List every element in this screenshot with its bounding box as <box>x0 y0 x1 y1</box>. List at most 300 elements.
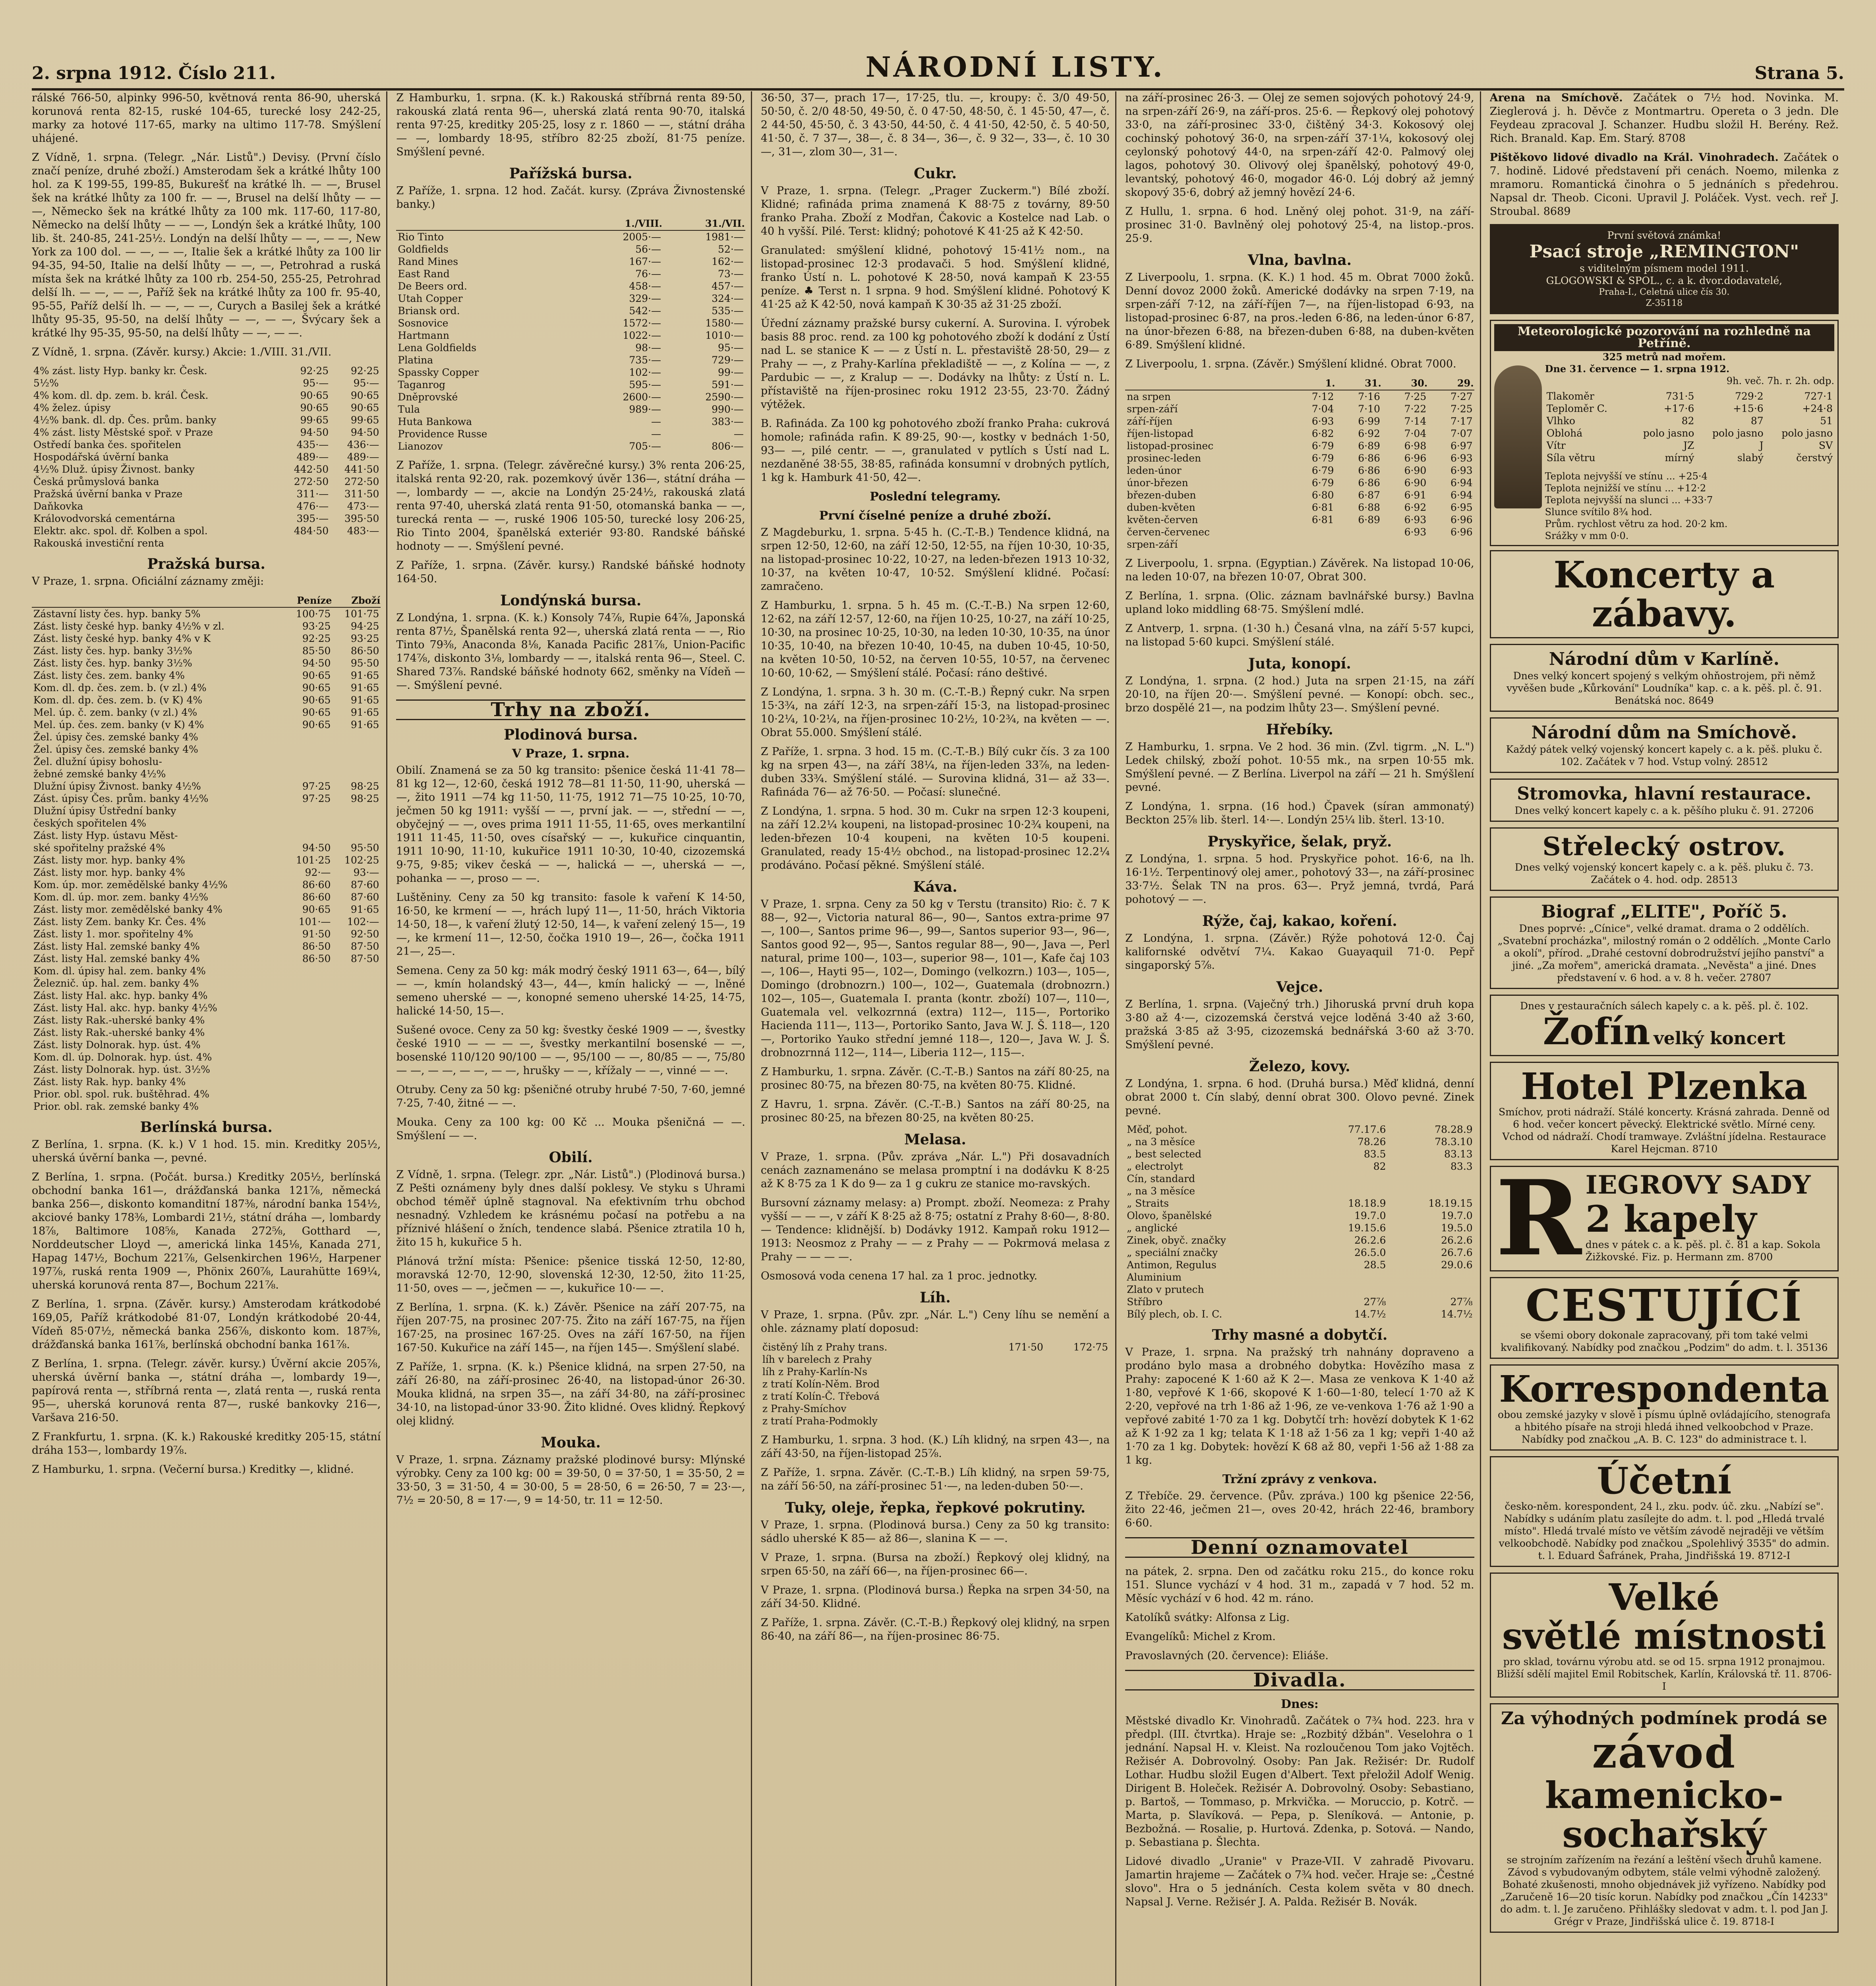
table-cell: Rio Tinto <box>398 231 444 243</box>
table-cell: mírný <box>1665 452 1694 464</box>
table-cell: 95·— <box>303 377 329 389</box>
table-row <box>1125 464 1474 477</box>
weather-note: Prům. rychlost větru za hod. 20·2 km. <box>1545 518 1728 529</box>
table-row <box>32 1088 381 1100</box>
section-title: Trhy na zboží. <box>396 699 745 720</box>
paragraph: V Praze, 1. srpna. (Bursa na zboží.) Řepkový olej klidný, na srpen 65·50, na září 66—, na říjen-prosinec 66—. <box>760 1551 1110 1577</box>
page-number: Strana 5. <box>1754 63 1844 83</box>
table-cell: 2590·— <box>705 391 744 403</box>
table-cell: 7·17 <box>1450 415 1473 427</box>
table-cell: Zást. listy Hal. zemské banky 4% <box>33 941 200 952</box>
table-row <box>1125 1234 1474 1246</box>
table-cell: 171·50 <box>1008 1341 1043 1353</box>
table-cell: 6·96 <box>1450 514 1473 525</box>
table-cell <box>284 829 332 842</box>
table-header-cell: 1./VIII. <box>580 217 663 230</box>
table-cell: 6·97 <box>1450 440 1473 452</box>
table-cell: 101·75 <box>344 608 379 620</box>
table-row <box>32 694 381 706</box>
table-cell <box>284 743 332 755</box>
table-cell <box>1388 1173 1474 1185</box>
table-cell: — <box>733 428 744 440</box>
table-cell: Bílý plech, ob. I. C. <box>1127 1308 1222 1320</box>
table-row <box>32 1014 381 1026</box>
table-header-cell: 30. <box>1382 377 1428 390</box>
paragraph: Z Liverpoolu, 1. srpna. (Závěr.) Smýšlení klidné. Obrat 7000. <box>1125 358 1456 370</box>
table-cell: 90·65 <box>302 904 331 915</box>
table-cell: J <box>1759 440 1764 451</box>
table-cell: Kom. dl. úp. Dolnorak. hyp. úst. 4% <box>33 1051 212 1063</box>
section-title: Divadla. <box>1125 1670 1474 1690</box>
table-cell: líh v barelech z Prahy <box>762 1354 872 1365</box>
table-cell <box>332 755 381 768</box>
paragraph: Z Hamburku, 1. srpna. 5 h. 45 m. (C.-T.-B.) Na srpen 12·60, 12·62, na září 12·57, 12·60, na říjen 10·25, 10·27, na září 10·25, 10·30, na prosinec 10·25, 10·30, na leden 10·30, 10·35, na únor 10·35, 10·40, na březen 10·40, 10·45, na duben 10·45, 10·50, na květen 10·50, 10·52, na červen 10·55, 10·57, na červenec 10·60, 10·62, — Smýšlení stálé. Počasí: ráno deštivé. <box>760 599 1110 679</box>
table-row <box>32 377 381 389</box>
section-heading: Melasa. <box>904 1131 966 1148</box>
ad-top: První světová známka! <box>1607 230 1721 241</box>
table-cell: — <box>651 416 661 427</box>
column-3 <box>761 91 1116 1986</box>
table-row <box>1545 390 1834 402</box>
table-cell: čistěný líh z Prahy trans. <box>762 1341 888 1353</box>
table-cell: 4½% Dluž. úpisy Živnost. banky <box>33 464 195 475</box>
subheading: První číselné peníze a druhé zboží. <box>819 509 1052 523</box>
table-cell <box>284 1002 332 1014</box>
table-cell <box>284 1100 332 1113</box>
table-cell: 489·— <box>296 451 329 463</box>
subheading: Dnes: <box>1280 1697 1319 1711</box>
table-cell: 14.7½ <box>1441 1308 1473 1320</box>
table-cell: Kom. dl. dp. čes. zem. b. (v K) 4% <box>33 694 203 706</box>
section-heading: Železo, kovy. <box>1249 1058 1350 1075</box>
table-row <box>32 537 381 549</box>
paragraph: Sušené ovoce. Ceny za 50 kg: švestky české 1909 — —, švestky české 1910 — — — —, švestky merkantilní bosenské — —, bosenské 110/120 90/100 — —, 95/100 — —, 80/85 — —, 75/80 — —, — —, — —, — —, hrušky — —, křížaly — —, vinné — —. <box>396 1024 745 1077</box>
table-cell: 311·— <box>296 488 329 500</box>
weather-date: Dne 31. července — 1. srpna 1912. <box>1545 363 1730 375</box>
paragraph: Z Hamburku, 1. srpna. (Večerní bursa.) Kreditky —, klidné. <box>32 1463 354 1476</box>
table-cell <box>332 1014 381 1026</box>
table-row <box>761 1390 1110 1403</box>
table-row <box>761 1366 1110 1378</box>
table-cell <box>1045 1353 1110 1366</box>
ad-text: Začátek o 7. hodině. Lidové představení při cenách. Noemo, milenka z mramoru. Romantická činohra o 5 jednáních s předehrou. Napsal dr. Theob. Ciconi. Upravil J. Poláček. Vyst. vech. reř J. Stroubal. 8689 <box>1489 151 1839 218</box>
observatory-tower-image <box>1494 365 1542 508</box>
table-cell: 101·— <box>298 916 331 927</box>
table-row <box>32 829 381 842</box>
table-cell: Tlakoměr <box>1546 390 1594 402</box>
table-cell: líh z Prahy-Karlín-Ns <box>762 1366 868 1377</box>
table-cell <box>980 1353 1045 1366</box>
section-heading: Mouka. <box>541 1434 601 1451</box>
table-cell: 90·65 <box>300 402 329 413</box>
table-cell: „ best selected <box>1127 1148 1201 1160</box>
table-cell <box>284 768 332 780</box>
paragraph: Z Paříže, 1. srpna. 12 hod. Začát. kursy. (Zpráva Živnostenské banky.) <box>396 185 745 211</box>
paragraph: Otruby. Ceny za 50 kg: pšeničné otruby hrubé 7·50, 7·60, jemné 7·25, 7·40, žitné — —. <box>396 1084 745 1109</box>
table-cell: Hartmann <box>398 330 449 341</box>
table-cell: 94·50 <box>300 427 329 438</box>
table-row <box>32 755 381 768</box>
table-row <box>32 879 381 891</box>
table-header-row <box>32 594 381 607</box>
table-cell: 93·25 <box>350 633 379 644</box>
table-cell <box>332 817 381 829</box>
table-cell: 92·— <box>305 867 331 878</box>
table-row <box>396 403 745 415</box>
table-row <box>32 632 381 645</box>
table-cell <box>284 755 332 768</box>
subheading: Tržní zprávy z venkova. <box>1222 1472 1377 1486</box>
table-cell <box>980 1378 1045 1390</box>
ad-title: CESTUJÍCÍ <box>1525 1280 1803 1331</box>
subheading: V Praze, 1. srpna. <box>512 747 630 761</box>
ad-title: Psací stroje „REMINGTON" <box>1529 241 1799 262</box>
table-cell: 28.5 <box>1363 1259 1386 1271</box>
table-cell: Ostředí banka čes. spořitelen <box>33 439 182 450</box>
table-cell: 5½% <box>33 377 59 389</box>
table-row <box>761 1353 1110 1366</box>
table-cell: 457·— <box>712 280 744 292</box>
table-row <box>32 1026 381 1039</box>
weather-box <box>1490 320 1839 546</box>
table-cell: Zást. listy mor. hyp. banky 4% <box>33 867 185 878</box>
table-cell: 99·65 <box>350 414 379 426</box>
table-row <box>1125 440 1474 452</box>
table-cell: 272·50 <box>294 476 329 487</box>
table-row <box>32 866 381 879</box>
table-cell: 78.26 <box>1357 1136 1386 1148</box>
paragraph: Z Frankfurtu, 1. srpna. (K. k.) Rakouské kreditky 205·15, státní dráha 153—, lombardy 19⅞. <box>32 1431 381 1457</box>
ad-text: Dnes velký koncert spojený s velkým ohňostrojem, při němž vyvěšen bude „Kůrkování" Loudníka" kap. c. a k. pěš. pl. č. 91. Benátská noc. 8649 <box>1506 670 1822 706</box>
table-cell: 90·65 <box>302 719 331 730</box>
table-cell: Zást. listy české hyp. banky 4½% v zl. <box>33 620 224 632</box>
table-cell: 6·92 <box>1358 428 1380 439</box>
paragraph: Mouka. Ceny za 100 kg: 00 Kč ... Mouka pšeničná — —. Smýšlení — —. <box>396 1116 745 1142</box>
table-cell <box>332 743 381 755</box>
table-cell: 6·81 <box>1311 502 1334 513</box>
table-row <box>32 743 381 755</box>
table-cell <box>980 1366 1045 1378</box>
paragraph: B. Rafináda. Za 100 kg pohotového zboží franko Praha: cukrová homole; rafináda rafin. K 89·25, 90·—, kostky v bednách 1·50, 93— —, pilé centr. — —, granulated v pytlích s Ústí nad L. nezdaněné 38·55, 38·85, rafináda konsumní v drobných pytlích, 1 kg k. Hamburk 41·50, 42—. <box>760 417 1110 484</box>
column-4 <box>1125 91 1481 1986</box>
table-cell: 6·81 <box>1311 514 1334 525</box>
table-cell: žebné zemské banky 4½% <box>33 768 166 780</box>
table-header-cell: 29. <box>1428 377 1474 390</box>
table-cell: 92·25 <box>350 365 379 377</box>
table-cell: Žel. dlužní úpisy bohoslu- <box>33 756 162 767</box>
table-cell: Kom. dl. úp. mor. zem. banky 4½% <box>33 891 209 903</box>
table-cell <box>1388 1185 1474 1197</box>
table-cell: 82 <box>1373 1161 1386 1172</box>
table-cell: 6·94 <box>1450 489 1473 501</box>
table-row <box>32 620 381 632</box>
table-cell <box>980 1403 1045 1415</box>
section-heading: Vejce. <box>1276 979 1323 995</box>
table-cell: 6·99 <box>1358 415 1380 427</box>
table-cell: 93·25 <box>302 620 331 632</box>
table-cell: listopad-prosinec <box>1127 440 1214 452</box>
table-cell: českých spořitelen 4% <box>33 817 147 829</box>
paragraph: Plánová tržní místa: Pšenice: pšenice tisská 12·50, 12·80, moravská 12·70, 12·90, slovenská 12·30, 12·50, žito 11·25, 11·50, oves — —, ječmen — —, kukuřice 10·— —. <box>396 1255 745 1294</box>
paragraph: na pátek, 2. srpna. Den od začátku roku 215., do konce roku 151. Slunce vychází v 4 hod. 31 m., zapadá v 7 hod. 52 m. Měsíc vychází v 6 hod. 42 m. ráno. <box>1125 1565 1474 1605</box>
table-cell: 729·2 <box>1735 390 1764 402</box>
table-cell: — <box>651 428 661 440</box>
section-title: Denní oznamovatel <box>1125 1537 1474 1558</box>
table-cell: čerstvý <box>1796 452 1833 464</box>
table-cell: Sosnovice <box>398 317 449 329</box>
paragraph: Z Hullu, 1. srpna. 6 hod. Lněný olej pohot. 31·9, na září-prosinec 31·0. Bavlněný olej pohotový 25·4, na listop.-pros. 25·9. <box>1125 205 1474 245</box>
paragraph: Z Berlína, 1. srpna. (Vaječný trh.) Jihoruská první druh kopa 3·80 až 4·—, cizozemská čerstvá vejce loděná 3·40 až 3·60, pražská 3·85 až 3·95, cizozemská bednářská 3·60 až 3·70. Smýšlení pevné. <box>1125 998 1474 1051</box>
table-cell: Aluminium <box>1127 1271 1182 1283</box>
paragraph: Z Londýna, 1. srpna. (2 hod.) Juta na srpen 21·15, na září 20·10, na říjen 20·—. Smýšlení pevné. — Konopí: obch. sec., brzo dospělé 21—, na podzim lhůty 23—. Smýšlení pevné. <box>1125 675 1474 714</box>
table-row <box>1545 415 1834 427</box>
ad-riegrovy-sady <box>1490 1166 1839 1271</box>
table-cell: 6·91 <box>1404 489 1427 501</box>
paragraph: V Praze, 1. srpna. (Pův. zpr. „Nár. L.") Ceny líhu se nemění a ohle. záznamy platí doposud: <box>760 1309 1110 1335</box>
table-cell <box>332 989 381 1002</box>
table-cell: Rand Mines <box>398 256 458 267</box>
ad-title: IEGROVY SADY <box>1585 1170 1811 1200</box>
table-row <box>396 428 745 440</box>
section-heading: Pařížská bursa. <box>509 165 632 182</box>
table-cell: 94·25 <box>350 620 379 632</box>
table-cell: duben-květen <box>1127 502 1195 513</box>
ad-title: Žofín <box>1543 1010 1650 1053</box>
table-cell: Zást. listy Rak.-uherské banky 4% <box>33 1014 205 1026</box>
table-cell: 90·65 <box>300 390 329 401</box>
paragraph: Z Hamburku, 1. srpna. 3 hod. (K.) Líh klidný, na srpen 43—, na září 43·50, na říjen-listopad 25⅞. <box>760 1434 1110 1460</box>
table-cell: Žel. úpisy čes. zemské banky 4% <box>33 731 198 743</box>
paragraph: Z Berlína, 1. srpna. (Telegr. závěr. kursy.) Úvěrní akcie 205⅞, uherská úvěrní banka —, státní dráha —, lombardy 19—, papírová renta —, stříbrná renta —, zlatá renta —, ruská renta 95—, uherská korunová renta 87—, ruské bankovky 216—, Varšava 216·50. <box>32 1358 381 1424</box>
table-cell: 4% kom. dl. dp. zem. b. král. Česk. <box>33 390 209 401</box>
table-cell: 6·94 <box>1450 477 1473 489</box>
table-cell: Zást. listy české hyp. banky 4% v K <box>33 633 211 644</box>
ad-korespondenta <box>1490 1364 1839 1451</box>
paragraph: 36·50, 37—, prach 17—, 17·25, tlu. —, kroupy: č. 3/0 49·50, 50·50, č. 2/0 48·50, 49·50, č. 0 47·50, 48·50, č. 1 45·50, 47—, č. 2 44·50, 45·50, č. 3 43·50, 44·50, č. 4 41·50, 42·50, č. 5 40·50, 41·50, č. 7 37—, 38—, č. 8 34—, 36—, č. 9 32—, 33—, č. 10 30—, 31—, zlom 30—, 31—. <box>760 92 1110 158</box>
paragraph: Z Liverpoolu, 1. srpna. (Egyptian.) Závěrek. Na listopad 10·06, na leden 10·07, na březen 10·07, Obrat 300. <box>1125 557 1474 583</box>
table-cell: 7·16 <box>1358 391 1380 402</box>
table-cell: 7·04 <box>1311 403 1334 415</box>
table-cell: 86·60 <box>302 891 331 903</box>
table-cell: Huta Bankowa <box>398 416 472 427</box>
table-cell: Kom. dl. dp. čes. zem. b. (v zl.) 4% <box>33 682 207 694</box>
table-cell <box>280 537 330 549</box>
table-cell: 311·50 <box>344 488 379 500</box>
table-cell: Kom. úp. mor. zemědělské banky 4½% <box>33 879 228 891</box>
table-cell: 102·25 <box>344 854 379 866</box>
table-cell: Měď, pohot. <box>1127 1124 1187 1135</box>
table-cell: 91·65 <box>350 719 379 730</box>
table-row <box>396 268 745 280</box>
table-row <box>1545 439 1834 452</box>
table-cell <box>1382 538 1428 551</box>
paragraph: Z Londýna, 1. srpna. (Závěr.) Rýže pohotová 12·0. Čaj kalifornské odvětví 7¼. Kakao Guayaquil 71·0. Pepř singaporský 5⅞. <box>1125 932 1474 972</box>
table-cell: 91·65 <box>350 904 379 915</box>
table-header-cell <box>396 217 580 230</box>
table-cell: 14.7½ <box>1354 1308 1386 1320</box>
table-cell: 26.7.6 <box>1441 1247 1473 1258</box>
table-cell: 56·— <box>635 243 661 255</box>
table-cell: Lianozov <box>398 440 443 452</box>
ad-zavod <box>1490 1703 1839 1933</box>
ad-pistekovo <box>1490 151 1839 218</box>
table-cell: 595·— <box>629 379 661 390</box>
table-cell: 51 <box>1820 415 1833 427</box>
table-cell: Olovo, španělské <box>1127 1210 1212 1221</box>
table-cell: 542·— <box>629 305 661 317</box>
table-cell: 83.3 <box>1450 1161 1473 1172</box>
table-cell: „ na 3 měsíce <box>1127 1185 1195 1197</box>
table-cell: Lena Goldfields <box>398 342 477 354</box>
ad-text: Každý pátek velký vojenský koncert kapely c. a k. pěš. pluku č. 102. Začátek v 7 hod. Vstup volný. 28512 <box>1506 744 1822 767</box>
table-header-cell: 1. <box>1289 377 1335 390</box>
table-cell: Zástavní listy čes. hyp. banky 5% <box>33 608 201 620</box>
ad-title: Národní dům na Smíchově. <box>1531 723 1797 743</box>
table-row <box>1125 452 1474 464</box>
table-cell: 86·50 <box>350 645 379 657</box>
table-row <box>1545 452 1834 464</box>
table-row <box>32 657 381 669</box>
ad-title: Arena na Smíchově. <box>1489 92 1623 104</box>
table-cell: 100·75 <box>296 608 331 620</box>
table-cell: 87 <box>1750 415 1764 427</box>
weather-note: Teplota nejvyšší na slunci ... +33·7 <box>1545 495 1713 506</box>
table-cell <box>332 1002 381 1014</box>
table-cell: „ electrolyt <box>1127 1161 1183 1172</box>
table-cell: 91·50 <box>302 928 331 940</box>
table-row <box>1125 526 1474 538</box>
paragraph: V Praze, 1. srpna. Na pražský trh nahnány dopraveno a prodáno bylo masa a drobného dobytka: Hovězího masa z Prahy: zapocené K 1·60 až K 2—. Masa ze venkova K 1·40 až 1·80, vepřové K 1·66, skopové K 1·60—1·80, telecí 1·70 až K 2·20, vepřové na trh 1·86 až 1·96, ze ve-venkova 1·76 až 1·90 a vepřové zabité 1·70 za 1 kg. Dobytčí trh: hovězí dobytek K 1·62 až K 1·92 za 1 kg; telata K 1·18 až 1·56 za 1 kg; vepři 1·40 až 1·70 za 1 kg. Dobytek: hovězí K 68 až 80, vepři 1·56 až 1·88 za 1 kg. <box>1125 1346 1474 1466</box>
table-cell: 6·90 <box>1404 465 1427 476</box>
table-cell: Síla větru <box>1546 452 1596 464</box>
ad-title: Koncerty a zábavy. <box>1553 553 1775 635</box>
table-cell: srpen-září <box>1127 539 1178 550</box>
ad-firm: GLOGOWSKI & SPOL., c. a k. dvor.dodavatelé, <box>1546 275 1783 286</box>
table-row <box>1125 1136 1474 1148</box>
table-cell: květen-červen <box>1127 514 1198 525</box>
table-cell: 26.5.0 <box>1354 1247 1386 1258</box>
paragraph: V Praze, 1. srpna. (Plodinová bursa.) Ceny za 50 kg transito: sádlo uherské K 85— až 86—, slanina K — —. <box>760 1519 1110 1545</box>
table-row <box>1125 501 1474 514</box>
table-cell: 6·96 <box>1404 452 1427 464</box>
table-row <box>32 731 381 743</box>
table-cell <box>1289 538 1335 551</box>
table-cell: 6·86 <box>1358 452 1380 464</box>
table-cell: 2005·— <box>623 231 661 243</box>
table-header-cell <box>32 594 284 607</box>
table-row <box>32 940 381 952</box>
table-cell: 52·— <box>718 243 744 255</box>
table-cell: březen-duben <box>1127 489 1196 501</box>
weather-subtitle: 325 metrů nad mořem. <box>1602 351 1726 363</box>
table-cell: Dlužní úpisy Ústřední banky <box>33 805 176 817</box>
table-row <box>32 916 381 928</box>
table-row <box>32 1039 381 1051</box>
table-cell <box>1428 538 1474 551</box>
table-cell <box>332 805 381 817</box>
column-5 <box>1490 91 1844 1986</box>
table-cell: Mel. úp. č. zem. banky (v zl.) 4% <box>33 707 197 718</box>
table-cell: 27⅞ <box>1450 1296 1473 1308</box>
table-cell: 6·95 <box>1450 502 1473 513</box>
paragraph: V Praze, 1. srpna. Ceny za 50 kg v Terstu (transito) Rio: č. 7 K 88—, 92—, Victoria natural 86—, 90—, Santos extra-prime 97—, 100—, Santos prime 96—, 99—, Santos superior 93—, 96—, Santos good 92—, 95—, Santos regular 88—, 90—, Java —, Perl natural, prime 100—, 103—, superior 98—, 101—, Kafe čaj 103—, 106—, Hayti 95—, 102—, Domingo (velkozrn.) 103—, 105—, Domingo (drobnozrn.) 100—, 102—, Guatemala (drobnozrn.) 102—, 105—, Guatemala I. pranta (kontr. zboží) 107—, 110—, Guatemala vel. velkozrnná (extra) 112—, 115—, Portoriko Hacienda 111—, 113—, Portoriko Santo, Java W. J. Š. 118—, 120—, Portoriko Yauko střední jemné 118—, 120—, Java W. J. Š. drobnozrnná 112—, 114—, Liberia 112—, 115—. <box>760 898 1110 1059</box>
paragraph: Z Berlína, 1. srpna. (Závěr. kursy.) Amsterodam krátkodobé 169,05, Paříž krátkodobé 81·07, Londýn krátkodobé 20·44, Vídeň 85·07½, německá banka 256⅞, diskonto kom. 187⅝, drážďanská banka 161⅞, berlínská obchodní banka 161⅞. <box>32 1298 381 1351</box>
table-cell <box>284 1051 332 1063</box>
table-cell: 93·— <box>353 867 379 878</box>
table-row <box>32 792 381 805</box>
table-cell: 6·98 <box>1404 440 1427 452</box>
table-cell: Zást. listy Hyp. ústavu Měst- <box>33 830 178 841</box>
table-header-cell: Peníze <box>284 594 332 607</box>
table-row <box>396 255 745 268</box>
paragraph: Katolíků svátky: Alfonsa z Lig. <box>1125 1611 1290 1624</box>
table-row <box>32 389 381 402</box>
table-cell: JZ <box>1683 440 1694 451</box>
table-row <box>1125 538 1474 551</box>
table-cell: 19.15.6 <box>1348 1222 1386 1234</box>
table-cell: Zást. listy mor. zemědělské banky 4% <box>33 904 222 915</box>
table-cell: 83.5 <box>1363 1148 1386 1160</box>
ad-title: Hotel Plzenka <box>1521 1065 1808 1108</box>
paragraph: V Praze, 1. srpna. Záznamy pražské plodinové bursy: Mlýnské výrobky. Ceny za 100 kg: 00 = 39·50, 0 = 37·50, 1 = 35·50, 2 = 33·50, 3 = 31·50, 4 = 30·00, 5 = 28·50, 6 = 26·50, 7 = 23·—, 7½ = 20·50, 8 = 17·—, 9 = 14·50, tr. 11 = 12·50. <box>396 1454 745 1507</box>
table-cell: Dněprovské <box>398 391 458 403</box>
paragraph: Z Berlína, 1. srpna. (Olic. záznam bavlnářské bursy.) Bavlna upland loko middling 68·75. Smýšlení mdlé. <box>1125 590 1474 616</box>
table-cell: 92·25 <box>300 365 329 377</box>
table-row <box>1125 1308 1474 1320</box>
paragraph: Luštěniny. Ceny za 50 kg transito: fasole k vaření K 14·50, 16·50, ke krmení — —, hrách lupý 11—, 11·50, hrách Viktoria 14·50, 18—, k vaření žlutý 12·50, 14—, k vaření zelený 15—, 19—, ke krmení 11—, 12·50, čočka 1910 19—, 26—, čočka 1911 21—, 25—. <box>396 891 745 958</box>
table-row <box>1545 427 1834 439</box>
table-cell <box>1045 1366 1110 1378</box>
table-cell: únor-březen <box>1127 477 1188 489</box>
table-cell: 7·04 <box>1404 428 1427 439</box>
table-row <box>32 1002 381 1014</box>
table-cell <box>1312 1283 1387 1296</box>
table-cell: 97·25 <box>302 793 331 804</box>
table-row <box>32 451 381 463</box>
table-cell <box>330 537 381 549</box>
table-header-row <box>1125 377 1474 390</box>
table-row <box>32 780 381 792</box>
paragraph: V Praze, 1. srpna. Oficiální záznamy změji: <box>32 575 264 587</box>
table-cell: 1572·— <box>623 317 661 329</box>
table-cell: 484·50 <box>294 525 329 537</box>
table-cell: 6·93 <box>1450 465 1473 476</box>
table-cell: +15·6 <box>1733 403 1764 414</box>
paragraph: Z Berlína, 1. srpna. (K. k.) Závěr. Pšenice na září 207·75, na říjen 207·75, na prosinec 207·75. Žito na září 167·75, na říjen 167·25, na prosinec 167·25. Oves na září 167·50, na říjen 167·50. Kukuřice na září 145—, na říjen 145—. Smýšlení slabé. <box>396 1301 745 1354</box>
table-row <box>1125 1160 1474 1173</box>
table-row <box>396 354 745 366</box>
table-cell: Královodvorská cementárna <box>33 513 176 524</box>
table-cell <box>284 817 332 829</box>
table-cell: polo jasno <box>1712 427 1764 439</box>
ad-title: Korrespondenta <box>1499 1368 1830 1410</box>
table-cell: 86·60 <box>302 879 331 891</box>
table-row <box>32 669 381 682</box>
table-cell: 29.0.6 <box>1441 1259 1473 1271</box>
paragraph: V Praze, 1. srpna. (Pův. zpráva „Nár. L.") Při dosavadních cenách zaznamenáno se melasa promptní i na dodávku K 8·25 až K 8·75 za 1 K do 9— za 1 g cukru ze stanice mo-ravských. <box>760 1151 1110 1190</box>
table-header-cell: 31./VII. <box>663 217 745 230</box>
table-cell <box>1045 1415 1110 1427</box>
table-cell: 92·25 <box>302 633 331 644</box>
table-row <box>32 1051 381 1063</box>
table-cell: 324·— <box>712 293 744 304</box>
section-heading: Juta, konopí. <box>1248 655 1351 672</box>
table-cell: 6·79 <box>1311 440 1334 452</box>
table-cell: 735·— <box>629 354 661 366</box>
table-row <box>761 1415 1110 1427</box>
table-cell: Stříbro <box>1127 1296 1163 1308</box>
table-cell: 94·50 <box>302 657 331 669</box>
